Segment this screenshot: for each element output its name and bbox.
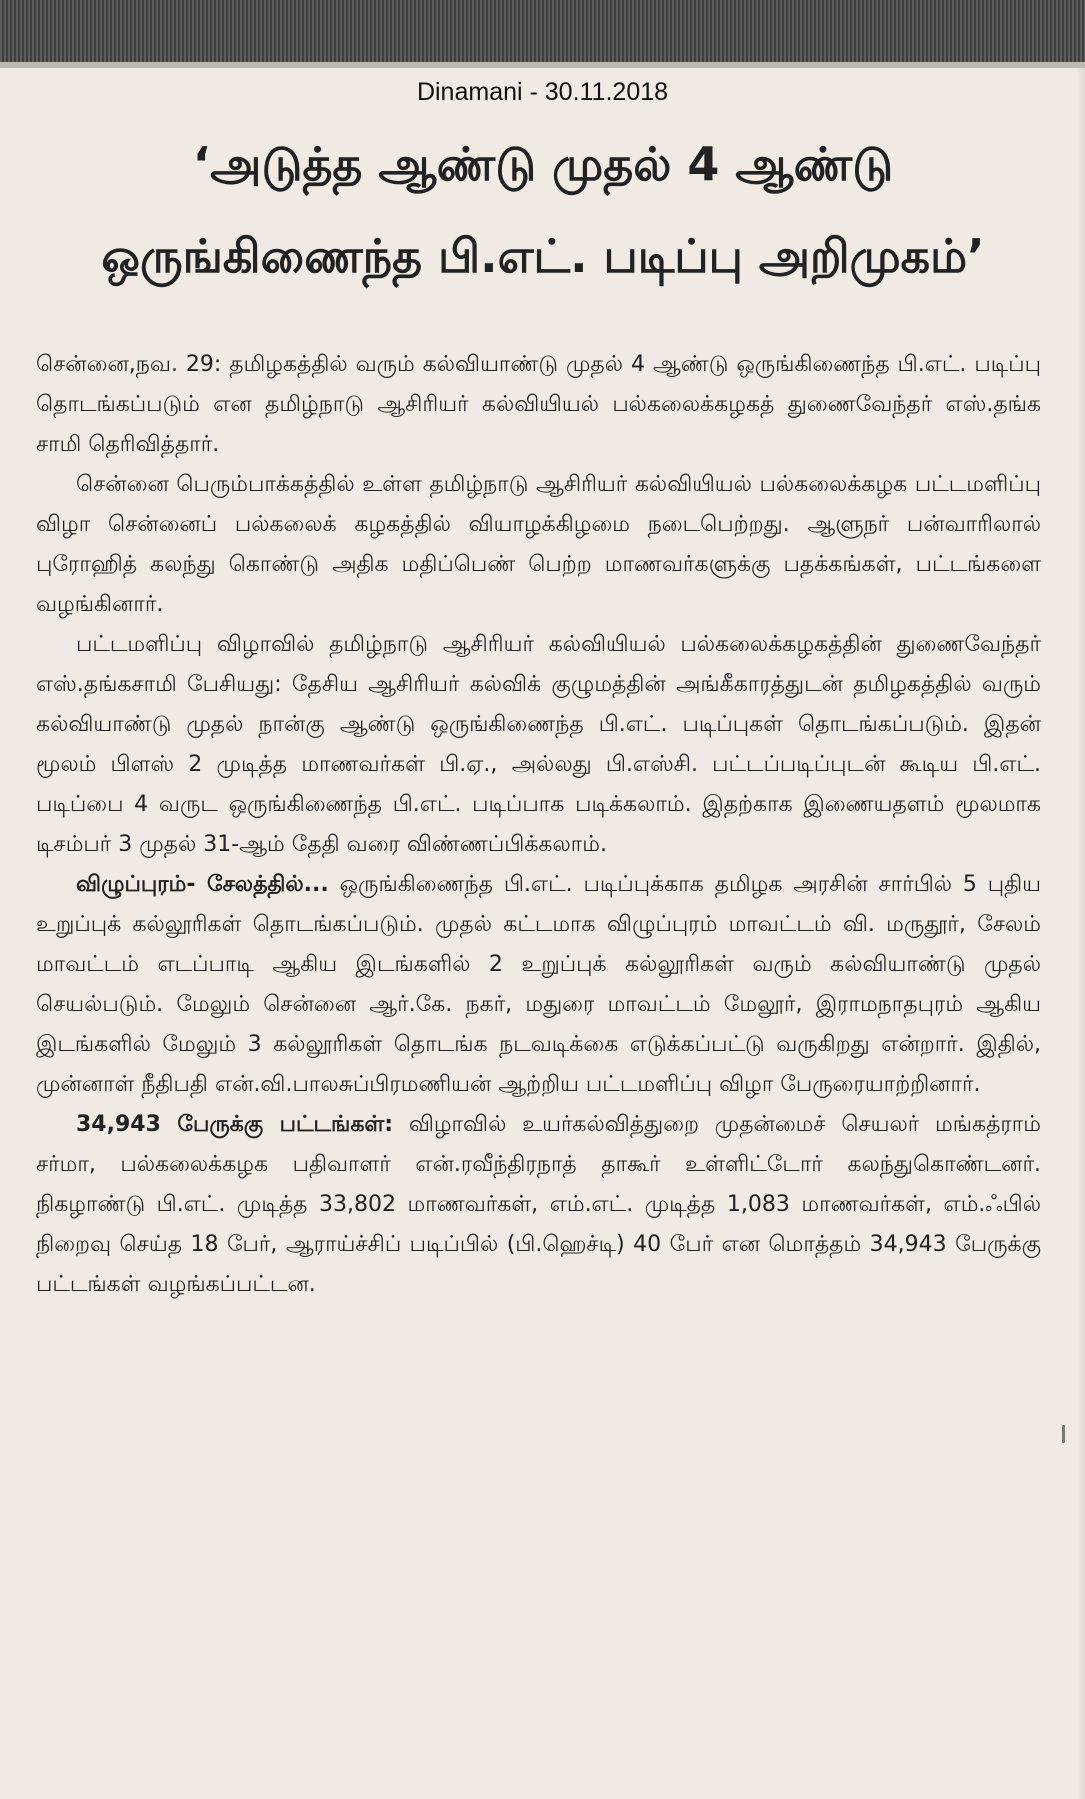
source-line: Dinamani - 30.11.2018: [416, 78, 669, 106]
article-paragraph-4: [36, 865, 1041, 1105]
top-dark-band: [0, 0, 1085, 62]
page-edge-shadow: [1077, 68, 1085, 1799]
subhead-villupuram-salem: விழுப்புரம்- சேலத்தில்...: [76, 872, 329, 897]
article-paragraph-2: சென்னை பெரும்பாக்கத்தில் உள்ள தமிழ்நாடு ஆசிரியர் கல்வியியல் பல்கலைக்கழக பட்டமளிப்பு விழா சென்னைப் பல்கலைக் கழகத்தில் வியாழக்கிழமை நடைபெற்றது. ஆளுநர் பன்வாரிலால் புரோஹித் கலந்து கொண்டு அதிக மதிப்பெண் பெற்ற மாணவர்களுக்கு பதக்கங்கள், பட்டங்களை வழங்கினார்.: [36, 472, 1041, 617]
subhead-degrees: 34,943 பேருக்கு பட்டங்கள்:: [76, 1112, 394, 1137]
headline-line-1: ‘அடுத்த ஆண்டு முதல் 4 ஆண்டு: [192, 137, 894, 191]
article-paragraph-3: பட்டமளிப்பு விழாவில் தமிழ்நாடு ஆசிரியர் கல்வியியல் பல்கலைக்கழகத்தின் துணைவேந்தர் எஸ்.தங்கசாமி பேசியது: தேசிய ஆசிரியர் கல்விக் குழுமத்தின் அங்கீகாரத்துடன் தமிழகத்தில் வரும் கல்வியாண்டு முதல் நான்கு ஆண்டு ஒருங்கிணைந்த பி.எட். படிப்புகள் தொடங்கப்படும். இதன் மூலம் பிளஸ் 2 முடித்த மாணவர்கள் பி.ஏ., அல்லது பி.எஸ்சி. பட்டப்படிப்புடன் கூடிய பி.எட். படிப்பை 4 வருட ஒருங்கிணைந்த பி.எட். படிப்பாக படிக்கலாம். இதற்காக இணையதளம் மூலமாக டிசம்பர் 3 முதல் 31-ஆம் தேதி வரை விண்ணப்பிக்கலாம்.: [36, 632, 1042, 857]
headline-line-2: ஒருங்கிணைந்த பி.எட். படிப்பு அறிமுகம்’: [101, 229, 985, 283]
article-paragraph-1: சென்னை,நவ. 29: தமிழகத்தில் வரும் கல்வியாண்டு முதல் 4 ஆண்டு ஒருங்கிணைந்த பி.எட். படிப்பு தொடங்கப்படும் என தமிழ்நாடு ஆசிரியர் கல்வியியல் பல்கலைக்கழகத் துணைவேந்தர் எஸ்.தங்க சாமி தெரிவித்தார்.: [36, 352, 1041, 457]
headline: [28, 118, 1058, 302]
article-body: [36, 345, 1041, 1305]
article-paragraph-5-text: விழாவில் உயர்கல்வித்துறை முதன்மைச் செயலர் மங்கத்ராம் சர்மா, பல்கலைக்கழக பதிவாளர் என்.ரவீந்திரநாத் தாகூர் உள்ளிட்டோர் கலந்துகொண்டனர். நிகழாண்டு பி.எட். முடித்த 33,802 மாணவர்கள், எம்.எட். முடித்த 1,083 மாணவர்கள், எம்.ஃபில் நிறைவு செய்த 18 பேர், ஆராய்ச்சிப் படிப்பில் (பி.ஹெச்டி) 40 பேர் என மொத்தம் 34,943 பேருக்கு பட்டங்கள் வழங்கப்பட்டன.: [36, 1112, 1041, 1297]
margin-mark: [1062, 1425, 1065, 1443]
top-band-edge: [0, 62, 1085, 68]
article-paragraph-5: [36, 1105, 1041, 1305]
article-paragraph-4-text: ஒருங்கிணைந்த பி.எட். படிப்புக்காக தமிழக அரசின் சார்பில் 5 புதிய உறுப்புக் கல்லூரிகள் தொடங்கப்படும். முதல் கட்டமாக விழுப்புரம் மாவட்டம் வி. மருதூர், சேலம் மாவட்டம் எடப்பாடி ஆகிய இடங்களில் 2 உறுப்புக் கல்லூரிகள் வரும் கல்வியாண்டு முதல் செயல்படும். மேலும் சென்னை ஆர்.கே. நகர், மதுரை மாவட்டம் மேலூர், இராமநாதபுரம் ஆகிய இடங்களில் மேலும் 3 கல்லூரிகள் தொடங்க நடவடிக்கை எடுக்கப்பட்டு வருகிறது என்றார். இதில், முன்னாள் நீதிபதி என்.வி.பாலசுப்பிரமணியன் ஆற்றிய பட்டமளிப்பு விழா பேருரையாற்றினார்.: [36, 872, 1042, 1097]
